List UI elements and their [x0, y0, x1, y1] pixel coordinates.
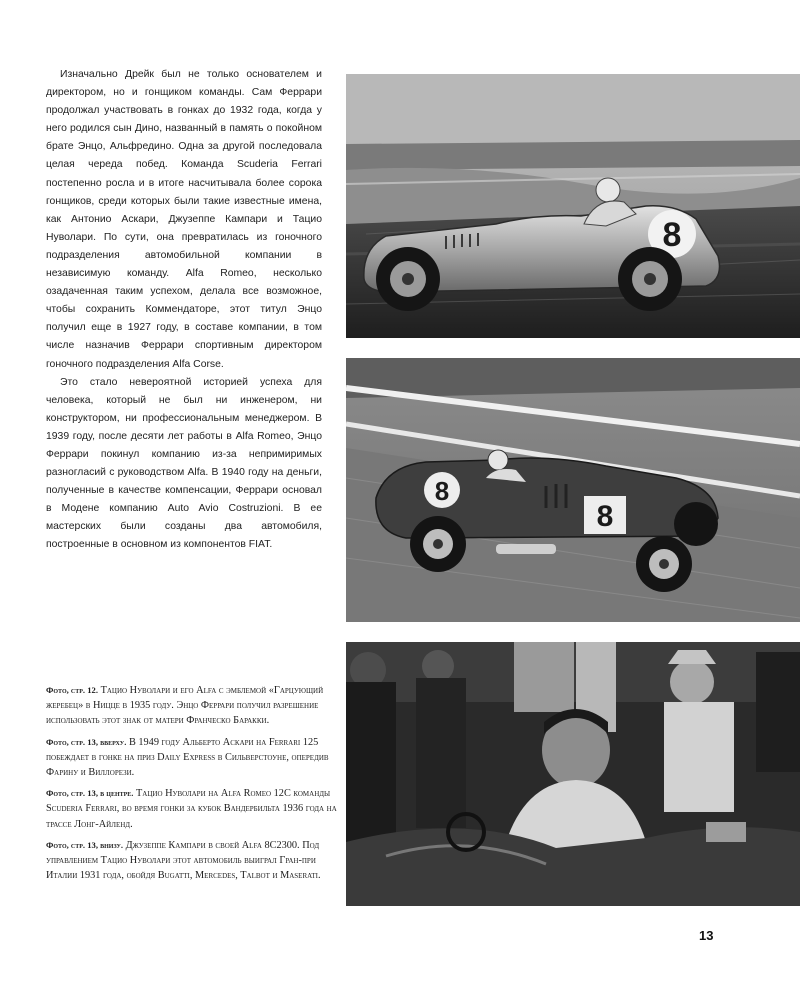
- body-text: [46, 66, 322, 555]
- caption-3: [46, 786, 338, 832]
- caption-text: В 1949 году Альберто Аскари на Ferrari 125 побеждает в гонке на приз Daily Express в Сильверстоуне, опередив Фарину и Виллорези.: [46, 736, 329, 779]
- car-number-side: 8: [596, 500, 614, 533]
- race-car-photo-middle: [346, 358, 800, 622]
- race-car-photo-top: [346, 74, 800, 338]
- caption-2: [46, 735, 338, 781]
- driver-portrait-photo: [346, 642, 800, 906]
- photo-nuvolari-alfa-12c: [346, 358, 800, 622]
- caption-label: Фото, стр. 13, внизу.: [46, 839, 124, 850]
- caption-text: Тацио Нуволари на Alfa Romeo 12C команды Scuderia Ferrari, во время гонки за кубок Вандербильта 1936 года на трассе Лонг-Айленд.: [46, 788, 337, 830]
- body-paragraph-1: Изначально Дрейк был не только основателем и директором, но и гонщиком команды. Сам Феррари продолжал участвовать в гонках до 1932 года, когда у него родился сын Дино, названный в память о покойном брате Энцо, Альфредино. Одна за другой последовала целая череда побед. Команда Scuderia Ferrari постепенно росла и в итоге насчитывала более сорока гонщиков, среди которых были такие известные имена, как Антонио Аскари, Джузеппе Кампари и Тацио Нуволари. По сути, она превратилась из гоночного подразделения автомобильной компании в независимую команду. Alfa Romeo, несколько озадаченная таким успехом, делала все возможное, чтобы сохранить Коммендаторе, этот титул Энцо получил еще в 1927 году, в составе компании, в том числе назначив Феррари спортивным директором гоночного подразделения Alfa Corse.: [46, 69, 322, 370]
- caption-1: [46, 683, 338, 729]
- page-number: 13: [699, 928, 714, 943]
- caption-label: Фото, стр. 12.: [46, 685, 98, 695]
- photo-ascari-ferrari-125: [346, 74, 800, 338]
- car-number: 8: [434, 476, 450, 506]
- caption-label: Фото, стр. 13, в центре.: [46, 788, 134, 799]
- caption-text: Джузеппе Кампари в своей Alfa 8C2300. Под управлением Тацио Нуволари этот автомобиль выиграл Гран-при Италии 1931 года, обойдя Bugatti, Mercedes, Talbot и Maserati.: [46, 839, 321, 882]
- caption-label: Фото, стр. 13, вверху.: [46, 736, 127, 747]
- photo-campari-alfa-8c2300: [346, 642, 800, 906]
- caption-4: [46, 838, 338, 884]
- caption-text: Тацио Нуволари и его Alfa с эмблемой «Гарцующий жеребец» в Ницце в 1935 году. Энцо Феррари получил разрешение использовать этот знак от матери Франческо Баракки.: [46, 685, 324, 727]
- photo-captions: [46, 683, 338, 889]
- body-paragraph-2: Это стало невероятной историей успеха для человека, который не был ни инженером, ни конструктором, ни профессиональным менеджером. В 1939 году, после десяти лет работы в Alfa Romeo, Энцо Феррари покинул компанию из-за непримиримых разногласий с руководством Alfa. В 1940 году на деньги, полученные в качестве компенсации, Феррари основал в Модене компанию Auto Avio Costruzioni. В ее мастерских были созданы два автомобиля, построенные в основном из компонентов FIAT.: [46, 376, 322, 551]
- car-number: 8: [662, 216, 682, 254]
